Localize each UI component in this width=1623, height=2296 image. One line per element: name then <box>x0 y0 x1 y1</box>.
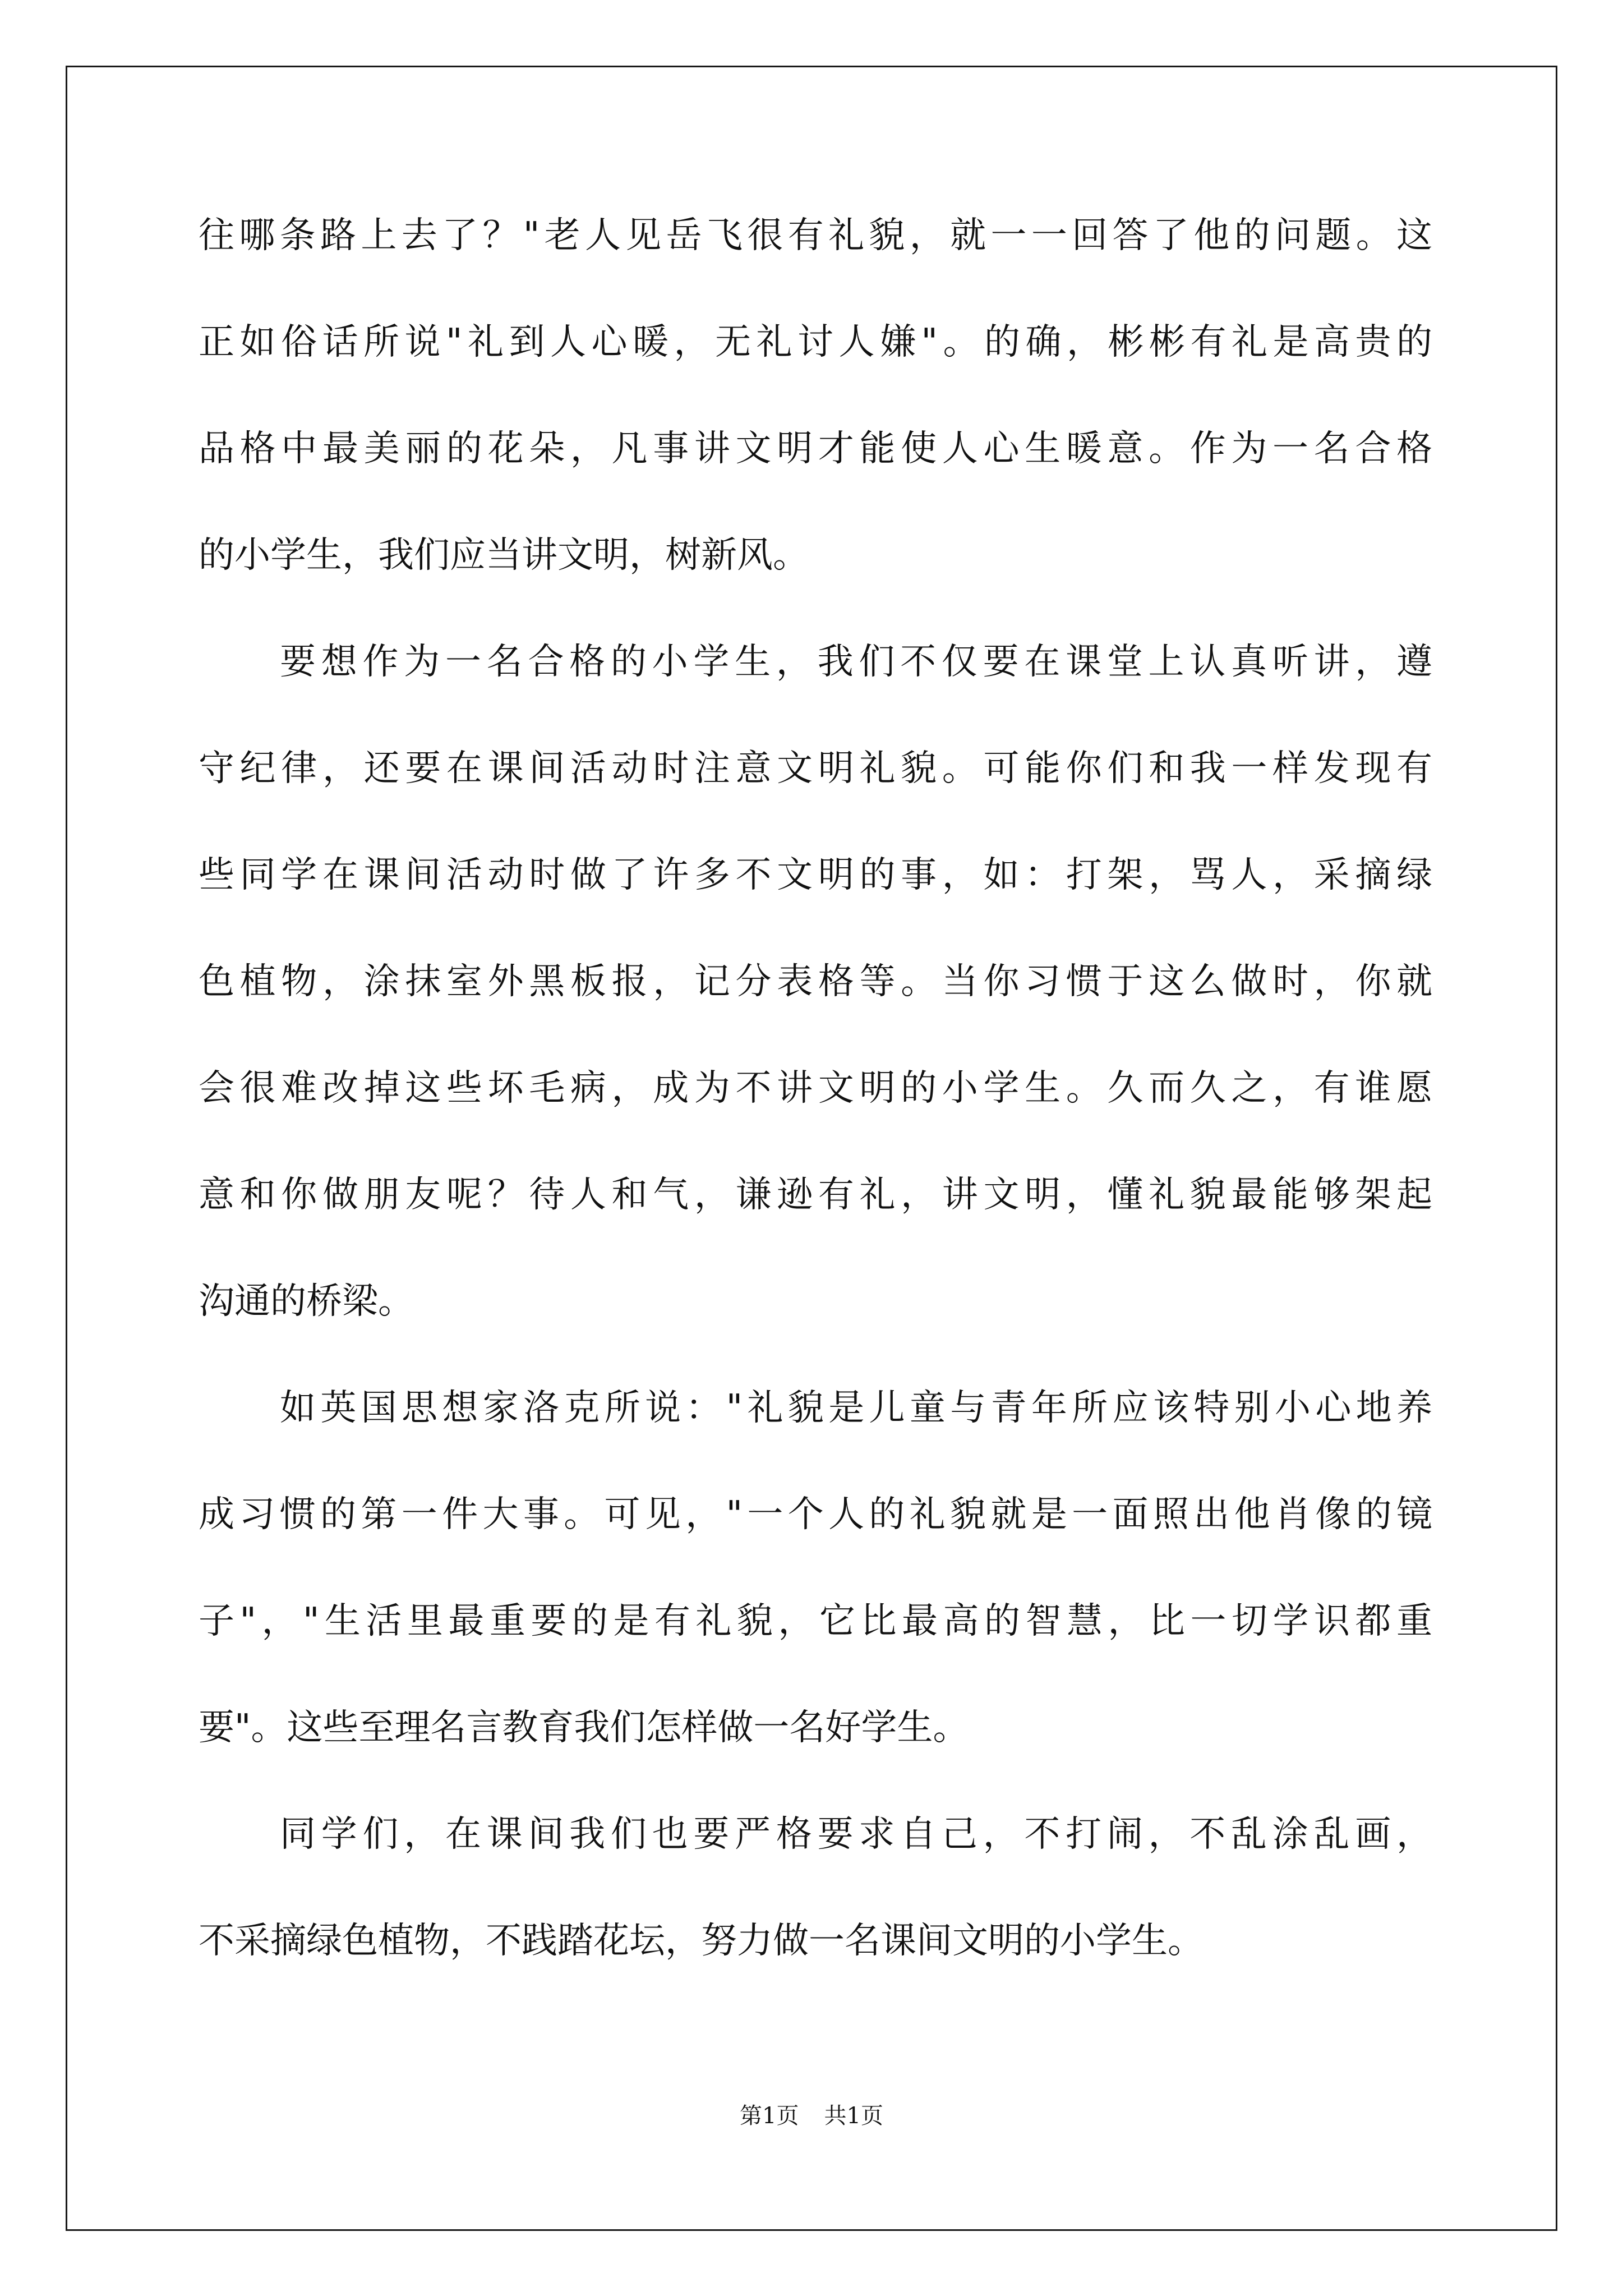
text-line: 正如俗话所说"礼到人心暖，无礼讨人嫌"。的确，彬彬有礼是高贵的 <box>199 321 1432 363</box>
page-number: 第1页 <box>740 2103 799 2129</box>
text-line: 如英国思想家洛克所说："礼貌是儿童与青年所应该特别小心地养 <box>280 1387 1432 1429</box>
text-line: 不采摘绿色植物，不践踏花坛，努力做一名课间文明的小学生。 <box>199 1920 1204 1962</box>
text-line: 成习惯的第一件大事。可见，"一个人的礼貌就是一面照出他肖像的镜 <box>199 1494 1432 1535</box>
text-line: 要"。这些至理名言教育我们怎样做一名好学生。 <box>199 1707 969 1749</box>
text-line: 意和你做朋友呢？待人和气，谦逊有礼，讲文明，懂礼貌最能够架起 <box>199 1174 1432 1216</box>
page-total: 共1页 <box>824 2103 883 2129</box>
paragraph <box>199 215 1432 644</box>
text-line: 子"，"生活里最重要的是有礼貌，它比最高的智慧，比一切学识都重 <box>199 1600 1432 1642</box>
text-line: 色植物，涂抹室外黑板报，记分表格等。当你习惯于这么做时，你就 <box>199 961 1432 1002</box>
text-line: 些同学在课间活动时做了许多不文明的事，如：打架，骂人，采摘绿 <box>199 854 1432 896</box>
text-line: 的小学生，我们应当讲文明，树新风。 <box>199 535 809 576</box>
text-line: 要想作为一名合格的小学生，我们不仅要在课堂上认真听讲，遵 <box>280 641 1432 683</box>
text-line: 守纪律，还要在课间活动时注意文明礼貌。可能你们和我一样发现有 <box>199 748 1432 789</box>
paragraph <box>199 1387 1432 1816</box>
text-line: 沟通的桥梁。 <box>199 1281 414 1322</box>
page-footer <box>0 2105 1623 2127</box>
document-body <box>199 215 1432 2030</box>
text-line: 同学们，在课间我们也要严格要求自己，不打闹，不乱涂乱画， <box>280 1814 1432 1855</box>
text-line: 往哪条路上去了？"老人见岳飞很有礼貌，就一一回答了他的问题。这 <box>199 215 1432 256</box>
text-line: 会很难改掉这些坏毛病，成为不讲文明的小学生。久而久之，有谁愿 <box>199 1068 1432 1109</box>
paragraph <box>199 1816 1432 2030</box>
text-line: 品格中最美丽的花朵，凡事讲文明才能使人心生暖意。作为一名合格 <box>199 428 1432 470</box>
paragraph <box>199 641 1432 1390</box>
